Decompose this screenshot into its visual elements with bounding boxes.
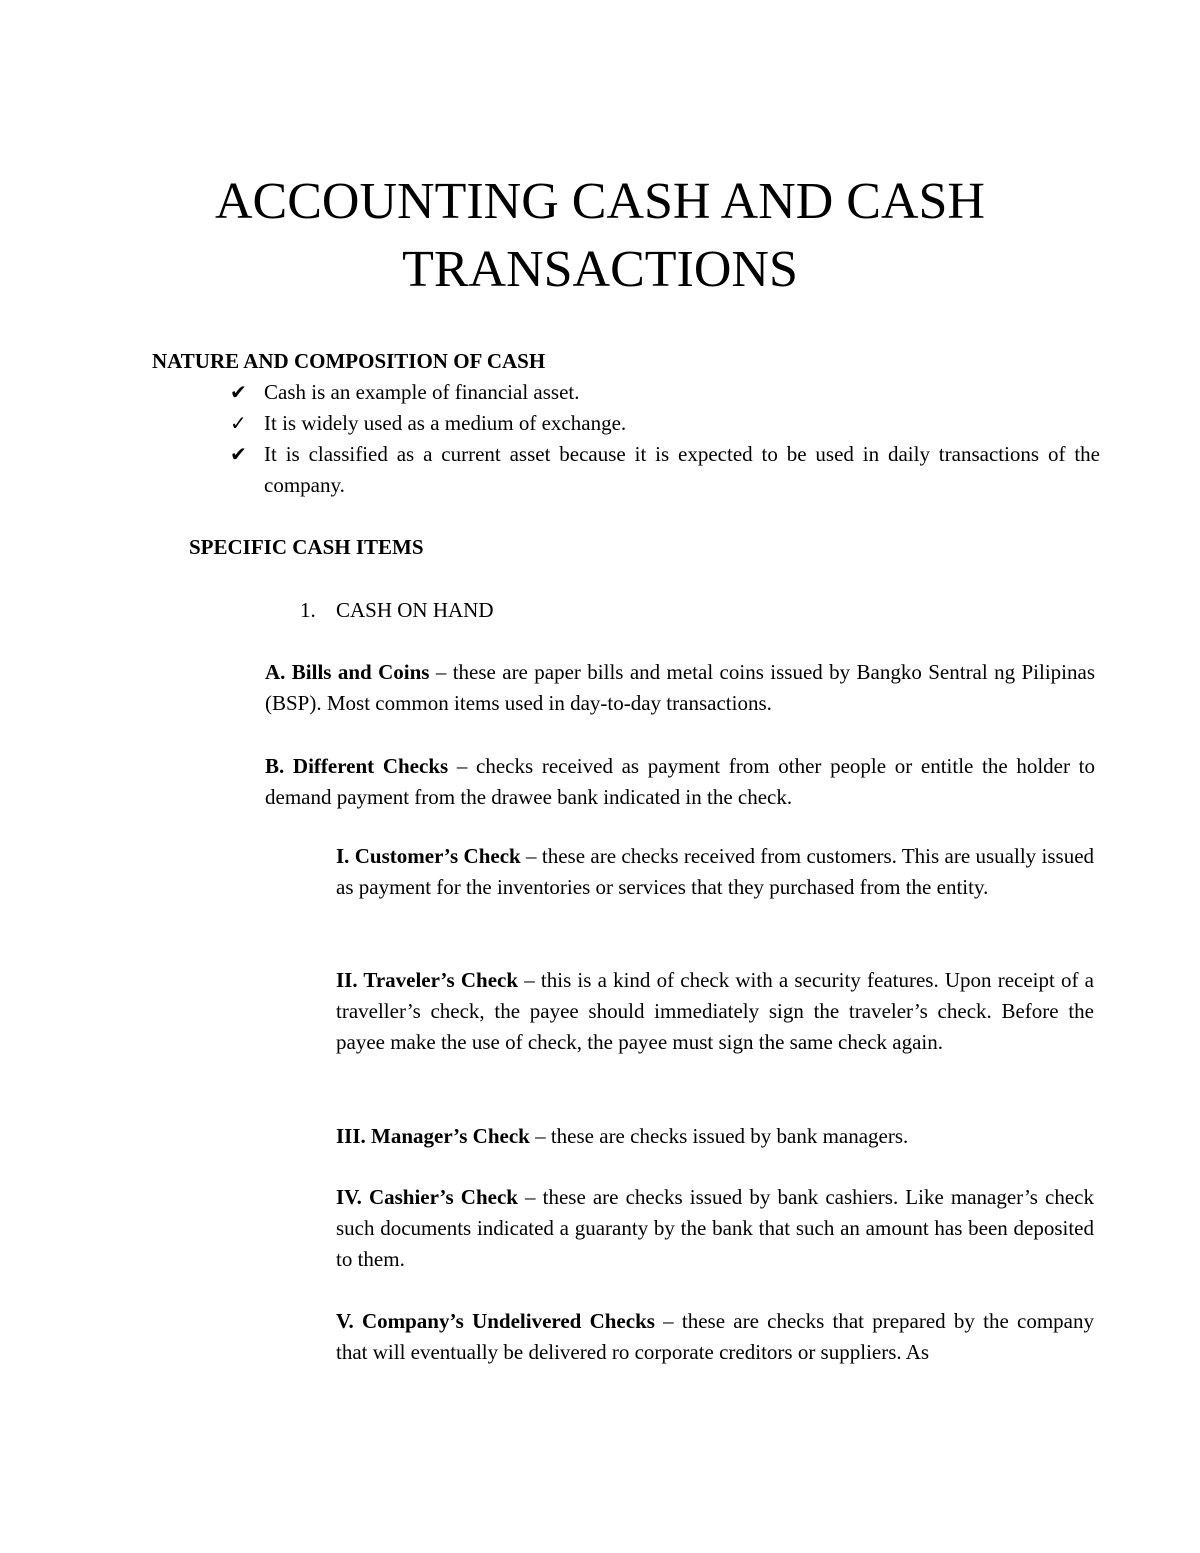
paragraph-different-checks: [265, 751, 1095, 813]
checklist-item-text: It is widely used as a medium of exchange.: [264, 411, 627, 435]
document-title: [150, 168, 1050, 304]
nature-checklist: [230, 377, 1100, 501]
list-number: 1.: [300, 598, 316, 622]
checklist-item-text: It is classified as a current asset because it is expected to be used in daily transactions of the company.: [264, 442, 1100, 497]
paragraph-travelers-check: [336, 965, 1094, 1058]
term-label: II. Traveler’s Check: [336, 968, 519, 992]
term-definition: – this is a kind of check with a security features. Upon receipt of a traveller’s check, the payee should immediately sign the traveler’s check. Before the payee make the use of check, the payee must sign the same check again.: [336, 968, 1094, 1054]
term-label: I. Customer’s Check: [336, 844, 521, 868]
term-definition: – these are paper bills and metal coins issued by Bangko Sentral ng Pilipinas (BSP). Most common items used in day-to-day transactions.: [265, 660, 1095, 715]
term-definition: – these are checks issued by bank managers.: [529, 1124, 909, 1148]
term-label: IV. Cashier’s Check: [336, 1185, 518, 1209]
term-label: B. Different Checks: [265, 754, 449, 778]
paragraph-managers-check: [336, 1121, 1094, 1152]
paragraph-undelivered-checks: [336, 1306, 1094, 1368]
term-label: III. Manager’s Check: [336, 1124, 530, 1148]
paragraph-customers-check: [336, 841, 1094, 903]
checkmark-icon: ✔: [230, 442, 247, 466]
term-definition: – checks received as payment from other people or entitle the holder to demand payment from the drawee bank indicated in the check.: [265, 754, 1096, 809]
checklist-item: [230, 408, 1100, 439]
checklist-item: [230, 439, 1100, 501]
title-line-1: ACCOUNTING CASH AND CASH: [215, 173, 985, 230]
subheading-label: CASH ON HAND: [336, 598, 494, 622]
term-definition: – these are checks issued by bank cashiers. Like manager’s check such documents indicated a guaranty by the bank that such an amount has been deposited to them.: [336, 1185, 1094, 1271]
term-definition: – these are checks received from customers. This are usually issued as payment for the inventories or services that they purchased from the entity.: [336, 844, 1095, 899]
checklist-item: [230, 377, 1100, 408]
term-label: V. Company’s Undelivered Checks: [336, 1309, 655, 1333]
term-definition: – these are checks that prepared by the company that will eventually be delivered ro corporate creditors or suppliers. As: [336, 1309, 1094, 1364]
checkmark-icon: ✓: [230, 411, 247, 435]
term-label: A. Bills and Coins: [265, 660, 430, 684]
specific-heading: SPECIFIC CASH ITEMS: [189, 535, 424, 559]
paragraph-cashiers-check: [336, 1182, 1094, 1275]
title-line-2: TRANSACTIONS: [402, 241, 798, 298]
numbered-subheading: [300, 595, 494, 626]
checkmark-icon: ✔: [230, 380, 247, 404]
checklist-item-text: Cash is an example of financial asset.: [264, 380, 580, 404]
nature-heading: NATURE AND COMPOSITION OF CASH: [152, 349, 546, 373]
paragraph-bills-and-coins: [265, 657, 1095, 719]
